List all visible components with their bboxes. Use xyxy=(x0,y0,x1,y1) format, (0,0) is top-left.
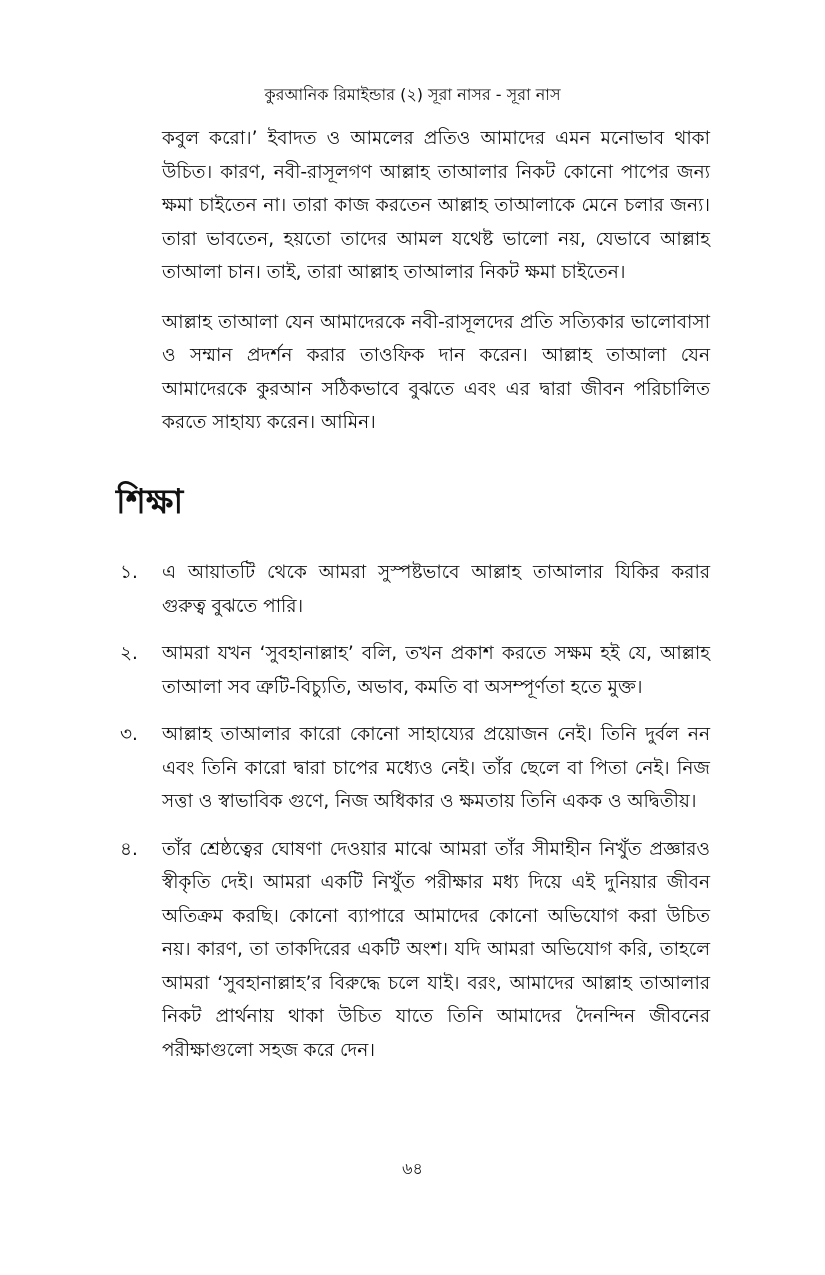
body-text xyxy=(162,122,710,456)
list-item-number: ২. xyxy=(120,643,138,664)
list-item xyxy=(120,556,710,623)
list-item-text: আমরা যখন ‘সুবহানাল্লাহ’ বলি, তখন প্রকাশ করতে সক্ষম হই যে, আল্লাহ তাআলা সব ত্রুটি-বিচ্যুতি, অভাব, কমতি বা অসম্পূর্ণতা হতে মুক্ত। xyxy=(162,643,710,698)
list-item-text: এ আয়াতটি থেকে আমরা সুস্পষ্টভাবে আল্লাহ তাআলার যিকির করার গুরুত্ব বুঝতে পারি। xyxy=(162,562,710,617)
list-item-text: তাঁর শ্রেষ্ঠত্বের ঘোষণা দেওয়ার মাঝে আমরা তাঁর সীমাহীন নিখুঁত প্রজ্ঞারও স্বীকৃতি দেই। আমরা একটি নিখুঁত পরীক্ষার মধ্য দিয়ে এই দুনিয়ার জীবন অতিক্রম করছি। কোনো ব্যাপারে আমাদের কোনো অভিযোগ করা উচিত নয়। কারণ, তা তাকদিরের একটি অংশ। যদি আমরা অভিযোগ করি, তাহলে আমরা ‘সুবহানাল্লাহ’র বিরুদ্ধে চলে যাই। বরং, আমাদের আল্লাহ তাআলার নিকট প্রার্থনায় থাকা উচিত যাতে তিনি আমাদের দৈনন্দিন জীবনের পরীক্ষাগুলো সহজ করে দেন। xyxy=(162,838,710,1061)
list-item xyxy=(120,718,710,819)
list-item-number: ৩. xyxy=(120,724,138,745)
page-number: ৬৪ xyxy=(402,1159,423,1178)
body-paragraph-2: আল্লাহ তাআলা যেন আমাদেরকে নবী-রাসূলদের প্রতি সত্যিকার ভালোবাসা ও সম্মান প্রদর্শন করার তাওফিক দান করেন। আল্লাহ তাআলা যেন আমাদেরকে কুরআন সঠিকভাবে বুঝতে এবং এর দ্বারা জীবন পরিচালিত করতে সাহায্য করেন। আমিন। xyxy=(162,311,710,433)
section-heading: শিক্ষা xyxy=(116,482,184,522)
list-item-text: আল্লাহ তাআলার কারো কোনো সাহায্যের প্রয়োজন নেই। তিনি দুর্বল নন এবং তিনি কারো দ্বারা চাপের মধ্যেও নেই। তাঁর ছেলে বা পিতা নেই। নিজ সত্তা ও স্বাভাবিক গুণে, নিজ অধিকার ও ক্ষমতায় তিনি একক ও অদ্বিতীয়। xyxy=(162,724,710,812)
lessons-list xyxy=(120,556,710,1081)
body-paragraph-1: কবুল করো।’ ইবাদত ও আমলের প্রতিও আমাদের এমন মনোভাব থাকা উচিত। কারণ, নবী-রাসূলগণ আল্লাহ তাআলার নিকট কোনো পাপের জন্য ক্ষমা চাইতেন না। তারা কাজ করতেন আল্লাহ তাআলাকে মেনে চলার জন্য। তারা ভাবতেন, হয়তো তাদের আমল যথেষ্ট ভালো নয়, যেভাবে আল্লাহ তাআলা চান। তাই, তারা আল্লাহ তাআলার নিকট ক্ষমা চাইতেন। xyxy=(162,128,710,283)
list-item xyxy=(120,637,710,704)
list-item-number: ১. xyxy=(120,562,138,583)
list-item-number: ৪. xyxy=(120,838,138,860)
running-header: কুরআনিক রিমাইন্ডার (২) সূরা নাসর - সূরা নাস xyxy=(264,85,561,104)
list-item xyxy=(120,833,710,1068)
